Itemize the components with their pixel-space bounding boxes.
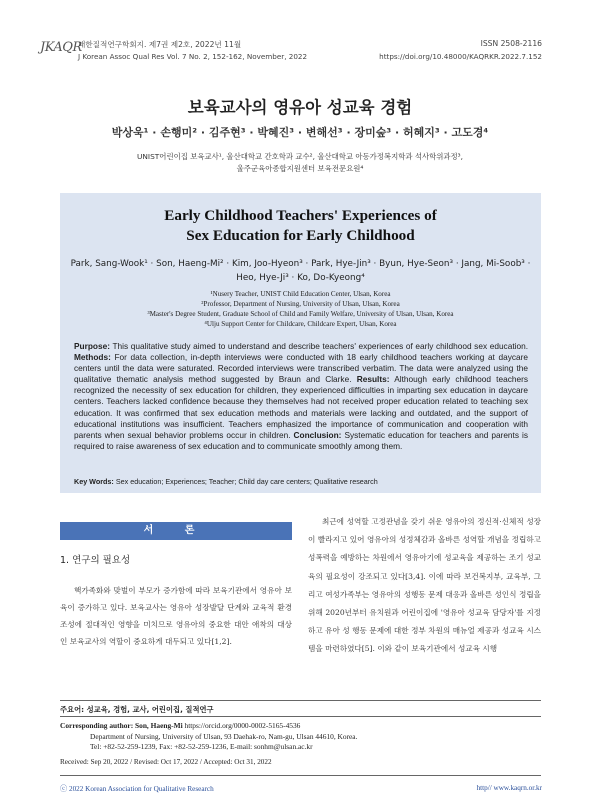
conclusion-text: Systematic education for teachers and parents is required to raise awareness of sex education and to communicate smoothly among them. — [74, 429, 528, 451]
affiliation-ko-line: UNIST어린이집 보육교사¹, 울산대학교 간호학과 교수², 울산대학교 아동가정복지학과 석사학위과정³, — [136, 152, 463, 161]
affiliations-english — [64, 289, 537, 329]
footer-copyright: ⓒ 2022 Korean Association for Qualitative Research — [60, 785, 214, 793]
affiliation-en-line: ³Master's Degree Student, Graduate School of Child and Family Welfare, University of Ulsan, Ulsan, Korea — [147, 310, 454, 319]
title-korean: 보육교사의 영유아 성교육 경험 — [187, 98, 413, 117]
subsection-heading: 1. 연구의 필요성 — [60, 555, 131, 566]
authors-korean: 박상욱¹ · 손행미² · 김주현³ · 박혜진³ · 변해선³ · 장미숲³ · 허혜지³ · 고도경⁴ — [111, 126, 489, 139]
corr-address: Department of Nursing, University of Ulsan, 93 Daehak-ro, Nam-gu, Ulsan 44610, Korea. — [90, 731, 358, 741]
conclusion-label: Conclusion: — [293, 429, 342, 440]
doi-link[interactable]: https://doi.org/10.48000/KAQRKR.2022.7.152 — [379, 52, 542, 61]
journal-citation-ko: 대한질적연구학회지. 제7권 제2호, 2022년 11월 — [78, 40, 242, 49]
title-en-line: Early Childhood Teachers' Experiences of — [164, 207, 437, 224]
corr-label: Corresponding author: — [60, 721, 134, 730]
corr-orcid[interactable]: https://orcid.org/0000-0002-5165-4536 — [182, 721, 301, 730]
issn: ISSN 2508-2116 — [480, 39, 542, 48]
affiliations-korean — [60, 151, 540, 175]
keywords-korean: 주요어: 성교육, 경험, 교사, 어린이집, 질적연구 — [60, 705, 214, 714]
results-text: Although early childhood teachers recognized the necessity of sex education for children, they experienced difficulties in imparting sex education in daycare centers. Teachers lacked confidence because they themselves had not received proper education related to teaching sex education. It was confirmed that sex education methods and materials were lacking and outdated, and the support of educational institutions was insufficient. Teachers emphasized the importance of communication and cooperation with parents when sexual behavior problems occur in children. — [74, 374, 528, 440]
divider-keywords — [60, 716, 541, 717]
divider-top — [60, 700, 541, 701]
section-heading-introduction: 서 론 — [60, 522, 292, 540]
purpose-label: Purpose: — [74, 341, 110, 351]
methods-text: For data collection, in-depth interviews were conducted with 18 early childhood teachers working at daycare centers until the data were saturated. Recorded interviews were transcribed verbatim. The data were analyzed using the qualitative thematic analysis method suggested by Braun and Clarke. — [74, 352, 528, 385]
affiliation-en-line: ²Professor, Department of Nursing, University of Ulsan, Ulsan, Korea — [201, 300, 400, 309]
keywords-english — [74, 477, 528, 486]
keywords-label: Key Words: — [74, 477, 114, 486]
footer-website[interactable]: http// www.kaqrn.or.kr — [476, 784, 542, 792]
keywords-text: Sex education; Experiences; Teacher; Child day care centers; Qualitative research — [115, 477, 378, 486]
title-english — [60, 206, 541, 246]
affiliation-ko-line: 울주군육아종합지원센터 보육전문요원⁴ — [236, 164, 364, 173]
body-column-left: 핵가족화와 맞벌이 부모가 증가함에 따라 보육기관에서 영유아 보육이 증가하고 있다. 보육교사는 영유아 성장발달 단계와 교육적 환경 조성에 절대적인 영향을 미치므로 영유아의 중요한 대안 애착의 대상인 보육교사의 역할이 중요하게 대두되고 있다[1,2]. — [60, 586, 292, 646]
affiliation-en-line: ⁴Ulju Support Center for Childcare, Childcare Expert, Ulsan, Korea — [204, 320, 397, 329]
methods-label: Methods: — [74, 352, 111, 363]
journal-citation-en: J Korean Assoc Qual Res Vol. 7 No. 2, 152-162, November, 2022 — [78, 52, 308, 61]
corr-contact: Tel: +82-52-259-1239, Fax: +82-52-259-1236, E-mail: sonhm@ulsan.ac.kr — [90, 742, 313, 752]
corresponding-author — [60, 721, 541, 753]
authors-english — [64, 257, 537, 285]
received-dates: Received: Sep 20, 2022 / Revised: Oct 17, 2022 / Accepted: Oct 31, 2022 — [60, 758, 272, 766]
affiliation-en-line: ¹Nusery Teacher, UNIST Child Education Center, Ulsan, Korea — [210, 290, 391, 298]
abstract-text — [74, 341, 528, 452]
body-column-right: 최근에 성역할 고정관념을 갖기 쉬운 영유아의 정신적·신체적 성장이 빨라지고 있어 영유아의 성정체감과 올바른 성역할 개념을 정립하고 성폭력을 예방하는 차원에서 영유아기에 성교육을 제공하는 조기 성교육의 필요성이 강조되고 있다[3,4]. 이에 따라 보건복지부, 교육부, 그리고 여성가족부는 영유아의 성행동 문제 대응과 올바른 성인식 정립을 위해 2020년부터 유치원과 어린이집에 '영유아 성교육 담당자'를 지정하고 유아 성 행동 문제에 대한 정부 차원의 매뉴얼 제공과 성교육 시스템을 마련하였다[5]. 이와 같이 보육기관에서 성교육 시행 — [308, 517, 541, 654]
authors-en-line: Park, Sang-Wook¹ · Son, Haeng-Mi² · Kim, Joo-Hyeon³ · Park, Hye-Jin³ · Byun, Hye-Seon³ · Jang, Mi-Soob³ · — [70, 259, 531, 269]
authors-en-line: Heo, Hye-Ji³ · Ko, Do-Kyeong⁴ — [236, 273, 365, 283]
journal-logo: JKAQR — [40, 40, 82, 55]
purpose-text: This qualitative study aimed to understand and describe teachers' experiences of early childhood sex education. — [109, 341, 528, 351]
results-label: Results: — [356, 374, 390, 385]
divider-bottom — [60, 775, 541, 776]
corr-name: Son, Haeng-Mi — [133, 721, 183, 730]
title-en-line: Sex Education for Early Childhood — [186, 227, 415, 244]
